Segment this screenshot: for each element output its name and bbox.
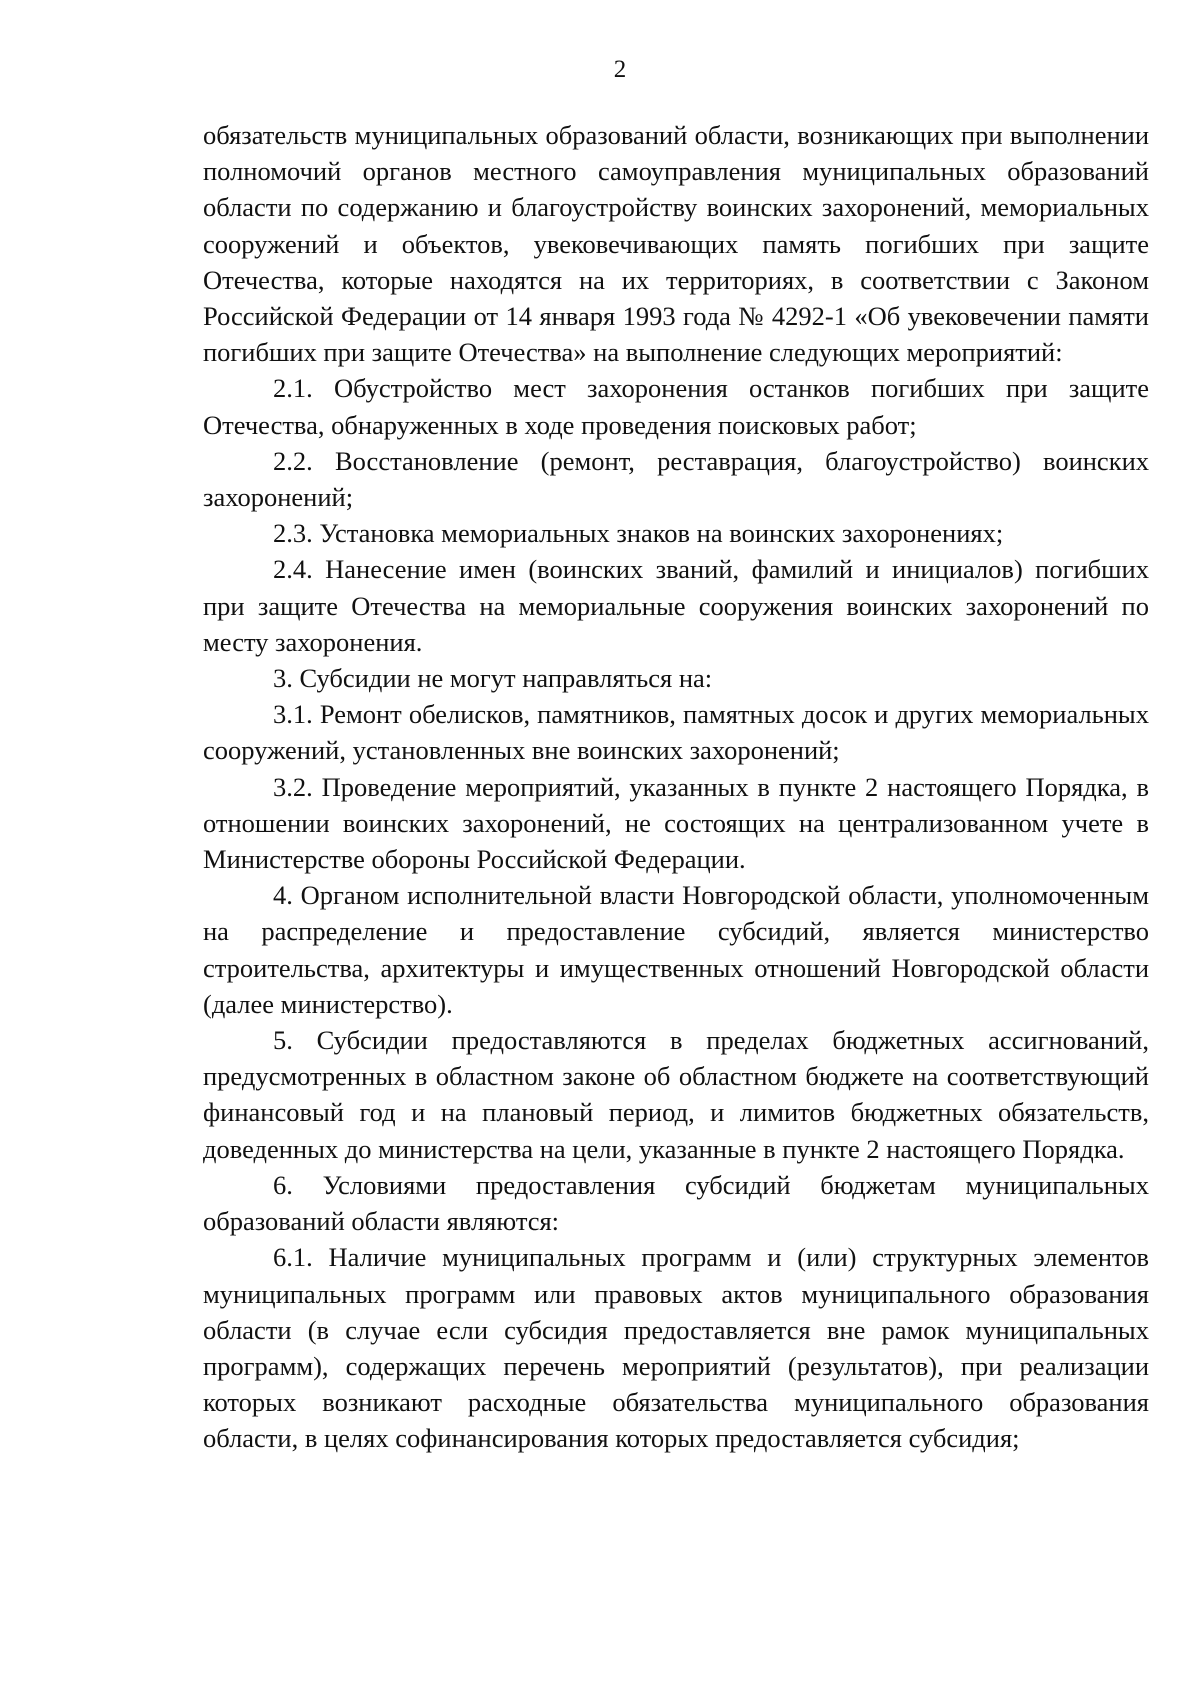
paragraph-5: 5. Субсидии предоставляются в пределах бюджетных ассигнований, предусмотренных в областном законе об областном бюджете на соответствующий финансовый год и на плановый период, и лимитов бюджетных обязательств, доведенных до министерства на цели, указанные в пункте 2 настоящего Порядка. — [203, 1025, 1149, 1164]
paragraph-continuation: обязательств муниципальных образований области, возникающих при выполнении полномочий органов местного самоуправления муниципальных образований области по содержанию и благоустройству воинских захоронений, мемориальных сооружений и объектов, увековечивающих память погибших при защите Отечества, которые находятся на их территориях, в соответствии с Законом Российской Федерации от 14 января 1993 года № 4292-1 «Об увековечении памяти погибших при защите Отечества» на выполнение следующих мероприятий: — [203, 120, 1149, 368]
paragraph-2-2: 2.2. Восстановление (ремонт, реставрация, благоустройство) воинских захоронений; — [203, 445, 1149, 513]
paragraph-6: 6. Условиями предоставления субсидий бюджетам муниципальных образований области являются: — [203, 1169, 1149, 1237]
paragraph-3: 3. Субсидии не могут направляться на: — [273, 663, 713, 694]
paragraph-4: 4. Органом исполнительной власти Новгородской области, уполномоченным на распределение и предоставление субсидий, является министерство строительства, архитектуры и имущественных отношений Новгородской области (далее министерство). — [203, 880, 1149, 1019]
document-body — [203, 117, 1149, 1457]
paragraph-2-4: 2.4. Нанесение имен (воинских званий, фамилий и инициалов) погибших при защите Отечества на мемориальные сооружения воинских захоронений по месту захоронения. — [203, 554, 1149, 657]
paragraph-6-1: 6.1. Наличие муниципальных программ и (или) структурных элементов муниципальных программ или правовых актов муниципального образования области (в случае если субсидия предоставляется вне рамок муниципальных программ), содержащих перечень мероприятий (результатов), при реализации которых возникают расходные обязательства муниципального образования области, в целях софинансирования которых предоставляется субсидия; — [203, 1242, 1149, 1454]
paragraph-2-3: 2.3. Установка мемориальных знаков на воинских захоронениях; — [273, 518, 1004, 549]
paragraph-3-2: 3.2. Проведение мероприятий, указанных в пункте 2 настоящего Порядка, в отношении воинских захоронений, не состоящих на централизованном учете в Министерстве обороны Российской Федерации. — [203, 771, 1149, 875]
paragraph-3-1: 3.1. Ремонт обелисков, памятников, памятных досок и других мемориальных сооружений, установленных вне воинских захоронений; — [203, 699, 1149, 766]
paragraph-2-1: 2.1. Обустройство мест захоронения останков погибших при защите Отечества, обнаруженных в ходе проведения поисковых работ; — [203, 373, 1149, 440]
page-number: 2 — [613, 56, 627, 83]
